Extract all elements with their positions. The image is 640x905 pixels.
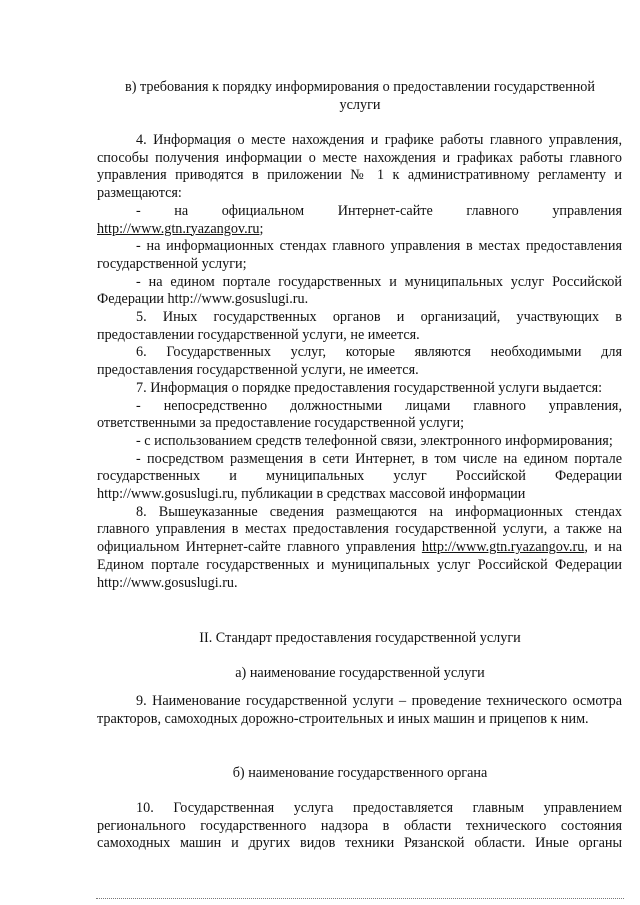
paragraph-7-dash-1: - непосредственно должностными лицами главного управления, ответственными за предоставление государственной услуги; [97,397,622,432]
gtn-site-link-2[interactable]: http://www.gtn.ryazangov.ru [421,539,585,556]
dash-1-tail: ; [259,220,264,237]
paragraph-9: 9. Наименование государственной услуги – проведение технического осмотра тракторов, самоходных дорожно-строительных и иных машин и прицепов к ним. [97,693,622,727]
paragraph-8-text: 8. Вышеуказанные сведения размещаются на информационных стендах главного управления в местах предоставления государственной услуги, а также на официальном Интернет-сайте главного управления [97,503,622,556]
paragraph-4-dash-2: - на информационных стендах главного управления в местах предоставления государственной услуги; [97,238,622,272]
paragraph-8 [97,504,622,593]
paragraph-6: 6. Государственных услуг, которые являются необходимыми для предоставления государственной услуги, не имеется. [97,344,622,379]
paragraph-10-block [97,800,622,853]
gtn-site-link[interactable]: http://www.gtn.ryazangov.ru [97,220,260,237]
paragraph-9-block [97,693,622,728]
paragraph-7-dash-2: - с использованием средств телефонной связи, электронного информирования; [136,432,613,449]
heading-line-2: услуги [339,96,381,113]
bottom-divider [96,898,624,900]
paragraph-4-dash-3: - на едином портале государственных и муниципальных услуг Российской Федерации http://www.gosuslugi.ru. [97,273,622,308]
section-a-heading: а) наименование государственной услуги [235,665,485,681]
paragraph-4-dash-1 [97,203,622,238]
chapter-2-heading: II. Стандарт предоставления государственной услуги [199,630,521,646]
paragraph-7-dash-3: - посредством размещения в сети Интернет, в том числе на едином портале государственных и муниципальных услуг Российской Федерации http://www.gosuslugi.ru, публикации в средствах массовой информации [97,450,622,503]
paragraph-7: 7. Информация о порядке предоставления государственной услуги выдается: [136,379,603,396]
paragraphs-block-1 [97,132,622,592]
dash-1-text: - на официальном Интернет-сайте главного управления [136,202,622,219]
heading-line-1: в) требования к порядку информирования о предоставлении государственной [125,79,595,95]
paragraph-10: 10. Государственная услуга предоставляется главным управлением регионального государственного надзора в области технического состояния самоходных машин и других видов техники Рязанской области. Иные органы [97,800,622,852]
section-heading-requirements [96,79,624,114]
section-b-heading: б) наименование государственного органа [232,765,488,781]
paragraph-8-tail: , и на Едином портале государственных и муниципальных услуг Российской Федерации http://www.gosuslugi.ru. [97,539,622,591]
paragraph-4: 4. Информация о месте нахождения и графике работы главного управления, способы получения информации о месте нахождения и графиках работы главного управления приводятся в приложении № 1 к административному регламенту и размещаются: [97,132,622,202]
paragraph-5: 5. Иных государственных органов и организаций, участвующих в предоставлении государственной услуги, не имеется. [97,309,622,343]
